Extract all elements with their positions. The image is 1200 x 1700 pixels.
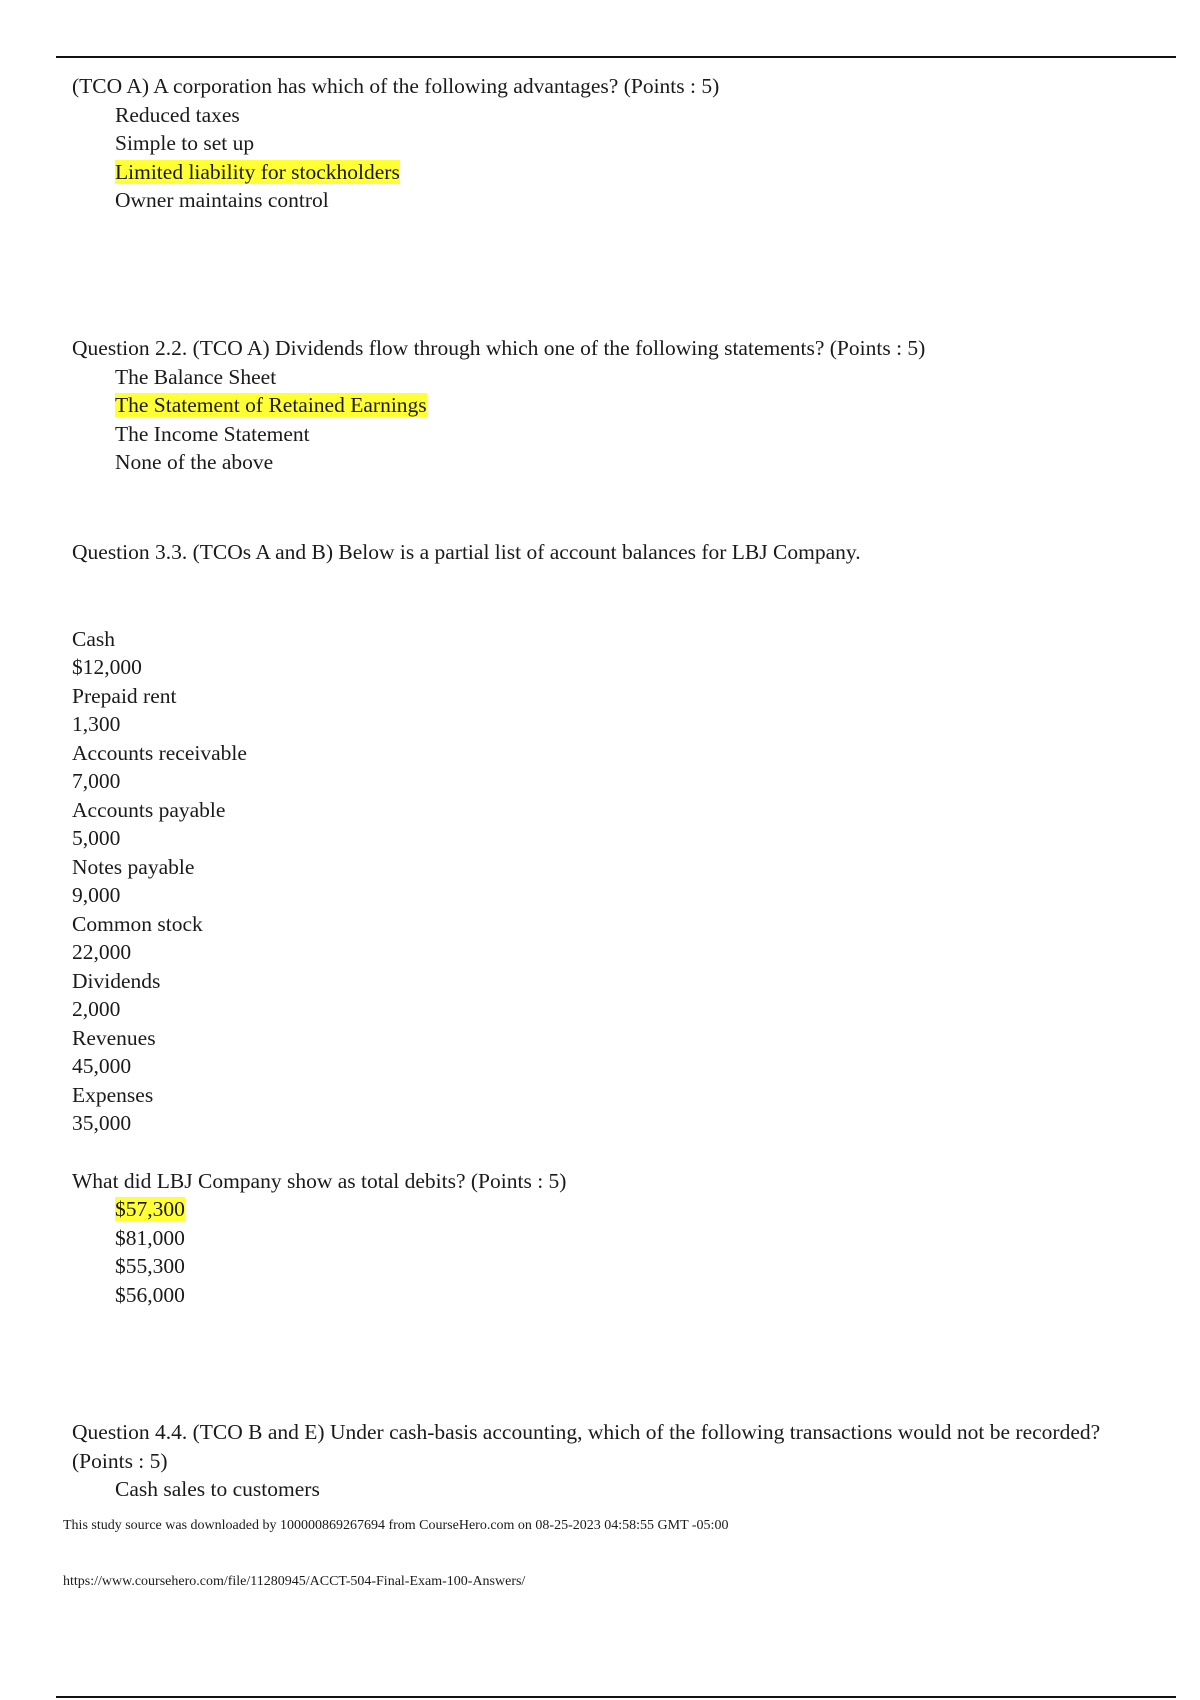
question-1-option-a <box>115 101 1132 130</box>
account-amount: 22,000 <box>72 940 132 964</box>
account-item <box>72 853 1132 910</box>
account-name: Accounts payable <box>72 797 226 822</box>
option-text: Reduced taxes <box>115 102 240 127</box>
question-2 <box>72 334 1132 477</box>
question-3-option-b <box>115 1224 1132 1253</box>
highlighted-answer: The Statement of Retained Earnings <box>115 393 427 417</box>
option-text: $55,300 <box>115 1254 185 1278</box>
account-amount: 35,000 <box>72 1111 132 1135</box>
question-3-option-c <box>115 1252 1132 1281</box>
source-url: https://www.coursehero.com/file/11280945/ACCT-504-Final-Exam-100-Answers/ <box>63 1574 526 1589</box>
download-notice: This study source was downloaded by 100000869267694 from CourseHero.com on 08-25-2023 04:58:55 GMT -05:00 <box>63 1518 729 1533</box>
account-name: Prepaid rent <box>72 683 177 708</box>
question-1-option-c <box>115 158 1132 187</box>
question-1 <box>72 72 1132 215</box>
account-item <box>72 1024 1132 1081</box>
question-2-text: Question 2.2. (TCO A) Dividends flow through which one of the following statements? (Points : 5) <box>72 336 926 360</box>
account-name: Common stock <box>72 911 203 936</box>
question-3-option-d <box>115 1281 1132 1310</box>
question-1-text: (TCO A) A corporation has which of the following advantages? (Points : 5) <box>72 74 720 98</box>
account-name: Notes payable <box>72 854 195 879</box>
question-2-option-c <box>115 420 1132 449</box>
option-text: The Income Statement <box>115 421 310 446</box>
account-item <box>72 796 1132 853</box>
account-item <box>72 1081 1132 1138</box>
option-text: Owner maintains control <box>115 188 329 212</box>
option-text: None of the above <box>115 450 274 474</box>
question-3-options <box>72 1195 1132 1309</box>
bottom-rule <box>56 1696 1176 1698</box>
question-4 <box>72 1418 1132 1504</box>
question-4-option-a <box>115 1475 1132 1504</box>
account-balance-list <box>72 625 1132 1138</box>
question-3-text: Question 3.3. (TCOs A and B) Below is a partial list of account balances for LBJ Company. <box>72 540 861 564</box>
account-item <box>72 739 1132 796</box>
account-name: Revenues <box>72 1025 156 1050</box>
question-2-option-b <box>115 391 1132 420</box>
question-1-option-d <box>115 186 1132 215</box>
question-1-options <box>72 101 1132 215</box>
option-text: $56,000 <box>115 1282 185 1307</box>
account-name: Cash <box>72 626 115 651</box>
account-amount: 2,000 <box>72 997 121 1021</box>
account-name: Accounts receivable <box>72 740 247 765</box>
highlighted-answer: $57,300 <box>115 1197 185 1221</box>
account-amount: 5,000 <box>72 826 121 850</box>
option-text: Cash sales to customers <box>115 1477 320 1501</box>
highlighted-answer: Limited liability for stockholders <box>115 159 400 184</box>
top-rule <box>56 56 1176 58</box>
account-item <box>72 625 1132 682</box>
account-amount: 1,300 <box>72 712 121 736</box>
question-3-followup: What did LBJ Company show as total debits? (Points : 5) <box>72 1168 567 1193</box>
question-1-option-b <box>115 129 1132 158</box>
question-3-option-a <box>115 1195 1132 1224</box>
question-4-options <box>72 1475 1132 1504</box>
account-name: Dividends <box>72 968 161 993</box>
account-item <box>72 682 1132 739</box>
question-3 <box>72 538 1132 1309</box>
option-text: Simple to set up <box>115 131 255 155</box>
account-amount: 7,000 <box>72 769 121 793</box>
account-amount: $12,000 <box>72 655 142 679</box>
question-2-option-d <box>115 448 1132 477</box>
account-amount: 45,000 <box>72 1054 132 1078</box>
account-amount: 9,000 <box>72 883 121 907</box>
question-2-options <box>72 363 1132 477</box>
account-name: Expenses <box>72 1082 154 1107</box>
option-text: The Balance Sheet <box>115 364 277 389</box>
question-2-option-a <box>115 363 1132 392</box>
account-item <box>72 910 1132 967</box>
account-item <box>72 967 1132 1024</box>
option-text: $81,000 <box>115 1225 185 1250</box>
question-4-text: Question 4.4. (TCO B and E) Under cash-basis accounting, which of the following transactions would not be recorded? (Points : 5) <box>72 1420 1101 1473</box>
